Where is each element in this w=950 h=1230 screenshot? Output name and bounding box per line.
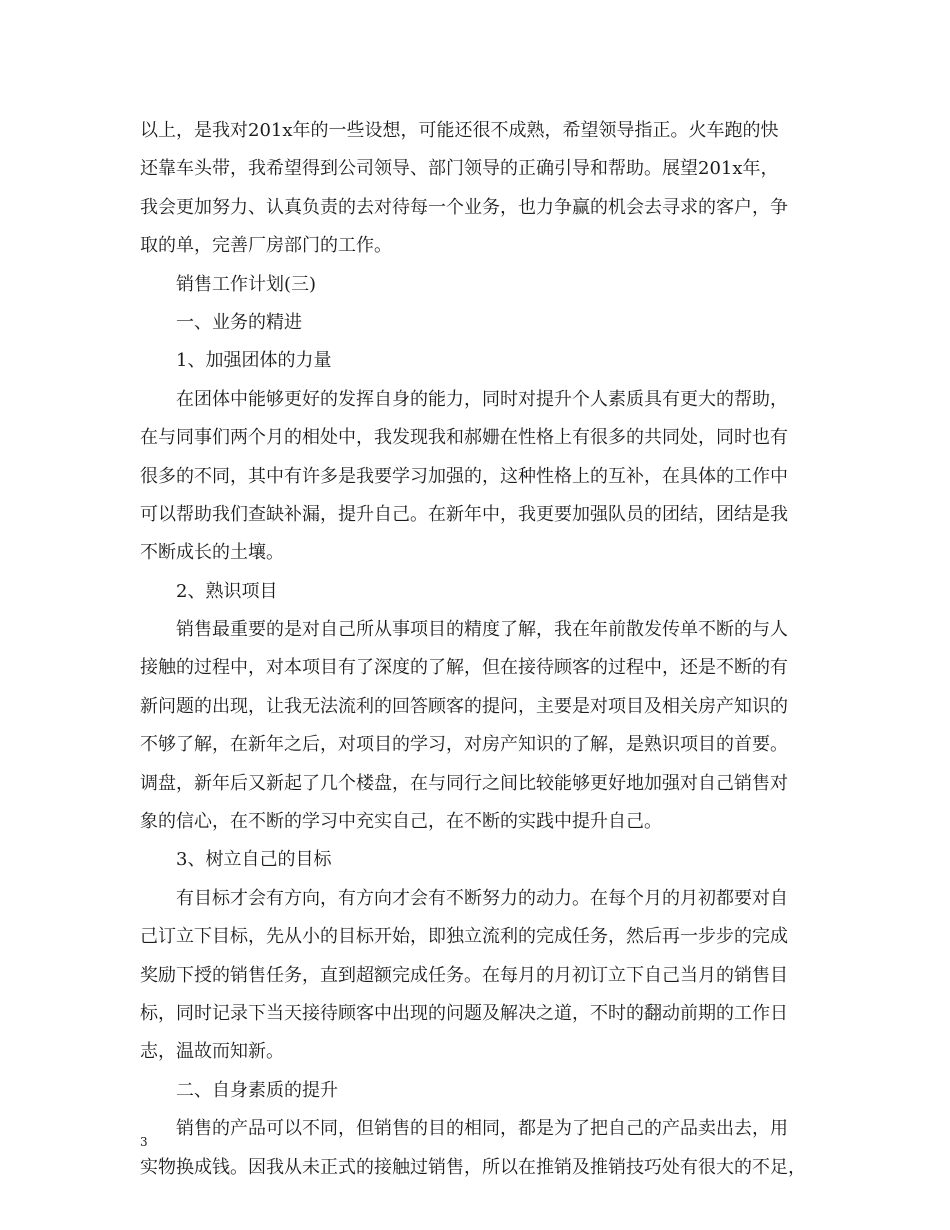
paragraph-line: 销售的产品可以不同，但销售的目的相同，都是为了把自己的产品卖出去，用 <box>176 1118 788 1140</box>
section-heading: 一、业务的精进 <box>176 311 302 333</box>
paragraph-line: 调盘，新年后又新起了几个楼盘，在与同行之间比较能够更好地加强对自己销售对 <box>140 772 788 794</box>
paragraph-line: 可以帮助我们查缺补漏，提升自己。在新年中，我更要加强队员的团结，团结是我 <box>140 503 788 525</box>
subsection-heading: 1、加强团体的力量 <box>176 350 332 372</box>
paragraph-line: 我会更加努力、认真负责的去对待每一个业务，也力争赢的机会去寻求的客户，争 <box>140 196 788 218</box>
subsection-heading: 3、树立自己的目标 <box>176 849 332 871</box>
paragraph-line: 象的信心，在不断的学习中充实自己，在不断的实践中提升自己。 <box>140 811 662 833</box>
section-heading: 二、自身素质的提升 <box>176 1079 338 1101</box>
page-number: 3 <box>140 1135 148 1149</box>
paragraph-line: 以上，是我对201x年的一些设想，可能还很不成熟，希望领导指正。火车跑的快 <box>140 120 779 141</box>
paragraph-line: 实物换成钱。因我从未正式的接触过销售，所以在推销及推销技巧处有很大的不足， <box>140 1156 806 1178</box>
subsection-heading: 2、熟识项目 <box>176 580 278 602</box>
paragraph-line: 不断成长的土壤。 <box>140 542 284 564</box>
paragraph-line: 很多的不同，其中有许多是我要学习加强的，这种性格上的互补，在具体的工作中 <box>140 465 788 487</box>
paragraph-line: 接触的过程中，对本项目有了深度的了解，但在接待顾客的过程中，还是不断的有 <box>140 657 788 679</box>
paragraph-line: 还靠车头带，我希望得到公司领导、部门领导的正确引导和帮助。展望201x年， <box>140 158 779 180</box>
document-body <box>140 112 812 1187</box>
paragraph-line: 标，同时记录下当天接待顾客中出现的问题及解决之道，不时的翻动前期的工作日 <box>140 1002 788 1024</box>
paragraph-line: 己订立下目标，先从小的目标开始，即独立流利的完成任务，然后再一步步的完成 <box>140 926 788 948</box>
paragraph-line: 在与同事们两个月的相处中，我发现我和郝姗在性格上有很多的共同处，同时也有 <box>140 427 788 449</box>
paragraph-line: 新问题的出现，让我无法流利的回答顾客的提问，主要是对项目及相关房产知识的 <box>140 695 788 717</box>
paragraph-line: 不够了解，在新年之后，对项目的学习，对房产知识的了解，是熟识项目的首要。 <box>140 734 788 756</box>
paragraph-line: 销售最重要的是对自己所从事项目的精度了解，我在年前散发传单不断的与人 <box>176 619 788 641</box>
paragraph-line: 奖励下授的销售任务，直到超额完成任务。在每月的月初订立下自己当月的销售目 <box>140 964 788 986</box>
section-title: 销售工作计划(三) <box>176 273 317 295</box>
paragraph-line: 有目标才会有方向，有方向才会有不断努力的动力。在每个月的月初都要对自 <box>176 887 788 909</box>
paragraph-line: 取的单，完善厂房部门的工作。 <box>140 235 392 257</box>
paragraph-line: 志，温故而知新。 <box>140 1041 284 1063</box>
paragraph-line: 在团体中能够更好的发挥自身的能力，同时对提升个人素质具有更大的帮助， <box>176 388 788 410</box>
